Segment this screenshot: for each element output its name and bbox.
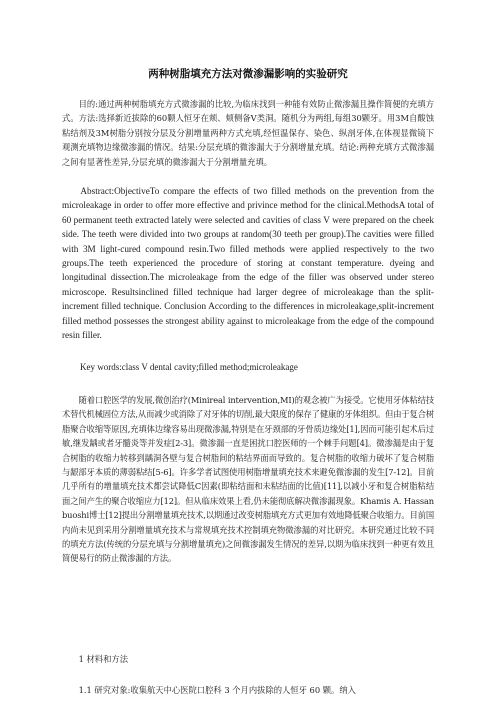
chinese-abstract: 目的:通过两种树脂填充方式微渗漏的比较,为临床找到一种能有效防止微渗漏且操作简便的充填方式。方法:选择新近拔除的60颗人恒牙在颊、颊侧备V类洞。随机分为两组,每组30颗牙。用3M自酸蚀粘结剂及3M树脂分别按分层及分割增量两种方式充填,经恒温保存、染色、纵剖牙体,在体视显微镜下观测充填物边缘微渗漏的情况。结果:分层充填的微渗漏大于分割增量充填。结论:两种充填方式微渗漏之间有显著性差异,分层充填的微渗漏大于分割增量充填。: [62, 99, 434, 167]
english-abstract: Abstract:ObjectiveTo compare the effects of two filled methods on the prevention from the microleakage in order to offer more effective and privince method for the clinical.MethodsA total of 60 permanent teeth extracted lately were selected and cavities of class V were prepared on the cheek side. The teeth were divided into two groups at random(30 teeth per group).The cavities were filled with 3M light-cured compound resin.Two filled methods were applied respectively to the two groups.The teeth experienced the procedure of storing at constant temperature. dyeing and longitudinal dissection.The microleakage from the edge of the filler was observed under stereo microscope. Resultsinclined filled technique had larger degree of microleakage than the split-increment filled technique. Conclusion According to the differences in microleakage,split-increment filled method possesses the strongest ability against to microleakage from the edge of the compound resin filler.: [62, 186, 434, 341]
paper-title: 两种树脂填充方法对微渗漏影响的实验研究: [148, 68, 348, 80]
subsection-text: 1.1 研究对象:收集航天中心医院口腔科 3 个月内拔除的人恒牙 60 颗。纳入: [78, 685, 356, 695]
section-heading: 1 材料和方法: [78, 654, 128, 664]
keywords: Key words:class V dental cavity;filled method;microleakage: [80, 362, 298, 372]
introduction-paragraph: 随着口腔医学的发展,微创治疗(Minireal intervention,MI)的观念被广为接受。它使用牙体粘结技术替代机械固位方法,从而减少或消除了对牙体的切削,最大限度的保存了健康的牙体组织。但由于复合树脂聚合收缩等原因,充填体边缘容易出现微渗漏,特别是在牙颈部的牙骨质边缘处[1],因而可能引起术后过敏,继发龋或者牙髓炎等并发症[2-3]。微渗漏一直是困扰口腔医师的一个棘手问题[4]。微渗漏是由于复合树脂的收缩力转移到龋洞各壁与复合树脂间的粘结界面而导致的。复合树脂的收缩力破坏了复合树脂与龈部牙本质的薄弱粘结[5-6]。许多学者试图使用树脂增量填充技术来避免微渗漏的发生[7-12]。目前几乎所有的增量填充技术都尝试降低C因素(即粘结面和未粘结面的比值)[11],以减小牙和复合树脂粘结面之间产生的聚合收缩应力[12]。但从临床效果上看,仍未能彻底解决微渗漏现象。Khamis A. Hassan buoshi博士[12]提出分割增量填充技术,以期通过改变树脂填充方式更加有效地降低聚合收缩力。目前国内尚未见到采用分割增量填充技术与常规填充技术控制填充物微渗漏的对比研究。本研究通过比较不同的填充方法(传统的分层充填与分割增量填充)之间微渗漏发生情况的差异,以期为临床找到一种更有效且简便易行的防止微渗漏的方法。: [62, 395, 434, 564]
